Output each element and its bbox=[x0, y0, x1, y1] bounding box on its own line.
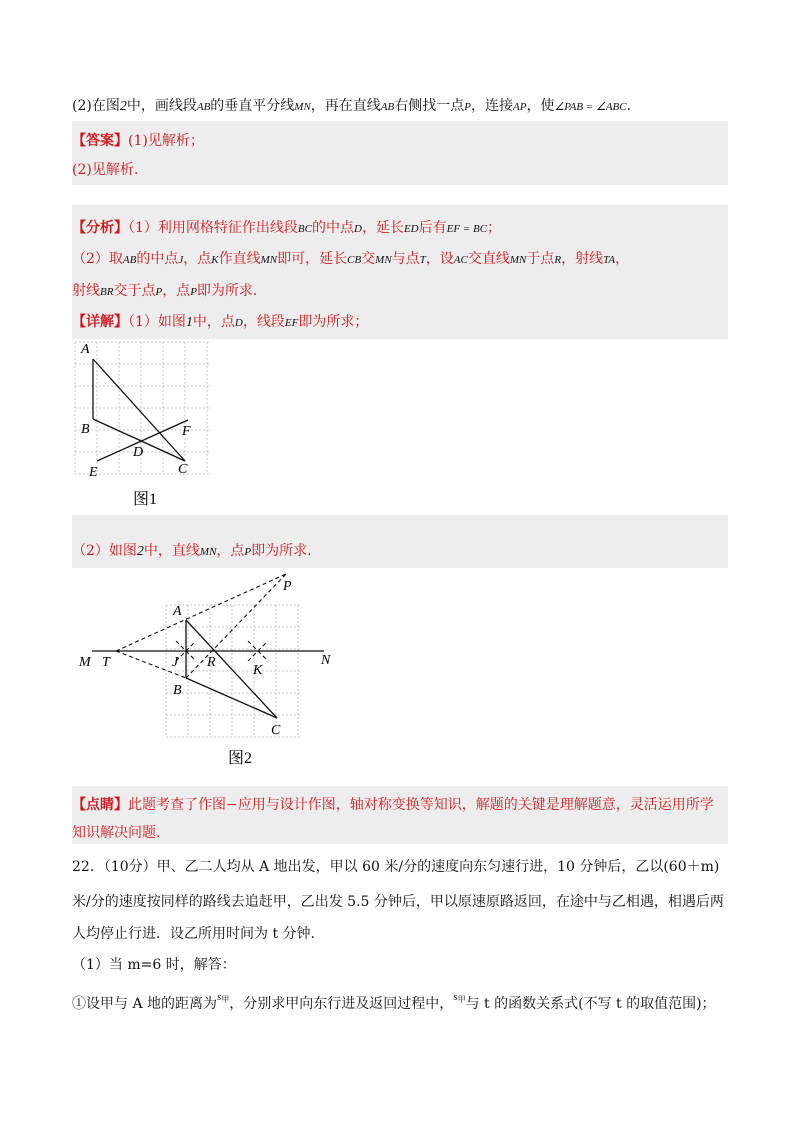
figure-2-caption: 图2 bbox=[228, 750, 253, 767]
label-a: A bbox=[81, 342, 90, 357]
q22-line-4: （1）当 m=6 时，解答： bbox=[72, 957, 236, 973]
q22-line-3: 人均停止行进．设乙所用时间为 t 分钟． bbox=[72, 926, 325, 942]
figure-2 bbox=[72, 568, 340, 774]
question-2-line: (2)在图2中，画线段AB的垂直平分线MN，再在直线AB右侧找一点P，连接AP，使∠PAB = ∠ABC. bbox=[72, 98, 632, 114]
label-f: F bbox=[182, 424, 191, 439]
q22-line-5: ①设甲与 A 地的距离为$^{s甲}$，分别求甲向东行进及返回过程中，$^{s甲}$与 t 的函数关系式(不写 t 的取值范围)； bbox=[72, 991, 716, 1012]
label-c: C bbox=[271, 723, 281, 738]
label-b: B bbox=[173, 683, 182, 698]
figure-1 bbox=[72, 339, 214, 515]
label-a: A bbox=[173, 604, 182, 619]
label-n: N bbox=[321, 653, 331, 668]
label-t: T bbox=[102, 655, 110, 670]
label-p: P bbox=[283, 579, 292, 594]
part2-line: （2）如图2中，直线MN，点P即为所求. bbox=[72, 543, 312, 559]
comment-line-1: 【点睛】此题考查了作图−应用与设计作图，轴对称变换等知识，解题的关键是理解题意，灵活运用所学 bbox=[72, 797, 714, 813]
label-k: K bbox=[253, 663, 263, 678]
label-e: E bbox=[89, 465, 98, 480]
q22-line-1: 22．（10分）甲、乙二人均从 A 地出发，甲以 60 米/分的速度向东匀速行进，10 分钟后，乙以(60＋m) bbox=[72, 859, 720, 875]
analysis-line-2: （2）取AB的中点J，点K作直线MN即可，延长CB交MN与点T，设AC交直线MN于点R，射线TA， bbox=[72, 251, 630, 267]
figure-1-caption: 图1 bbox=[133, 491, 158, 508]
analysis-line-3: 射线BR交于点P，点P即为所求. bbox=[72, 283, 258, 299]
answer-line-1: 【答案】(1)见解析； bbox=[72, 133, 204, 149]
answer-line-2: (2)见解析. bbox=[72, 162, 139, 178]
analysis-line-1: 【分析】（1）利用网格特征作出线段BC的中点D，延长ED后有EF = BC； bbox=[72, 220, 502, 236]
label-r: R bbox=[207, 655, 216, 670]
label-j: J bbox=[172, 655, 179, 670]
label-b: B bbox=[81, 422, 90, 437]
detail-line-1: 【详解】（1）如图1中，点D，线段EF即为所求； bbox=[72, 314, 369, 330]
label-c: C bbox=[178, 462, 188, 477]
label-d: D bbox=[133, 445, 144, 460]
comment-line-2: 知识解决问题. bbox=[72, 825, 161, 841]
q22-line-2: 米/分的速度按同样的路线去追赶甲，乙出发 5.5 分钟后，甲以原速原路返回，在途中与乙相遇，相遇后两 bbox=[72, 894, 724, 910]
label-m: M bbox=[79, 655, 91, 670]
